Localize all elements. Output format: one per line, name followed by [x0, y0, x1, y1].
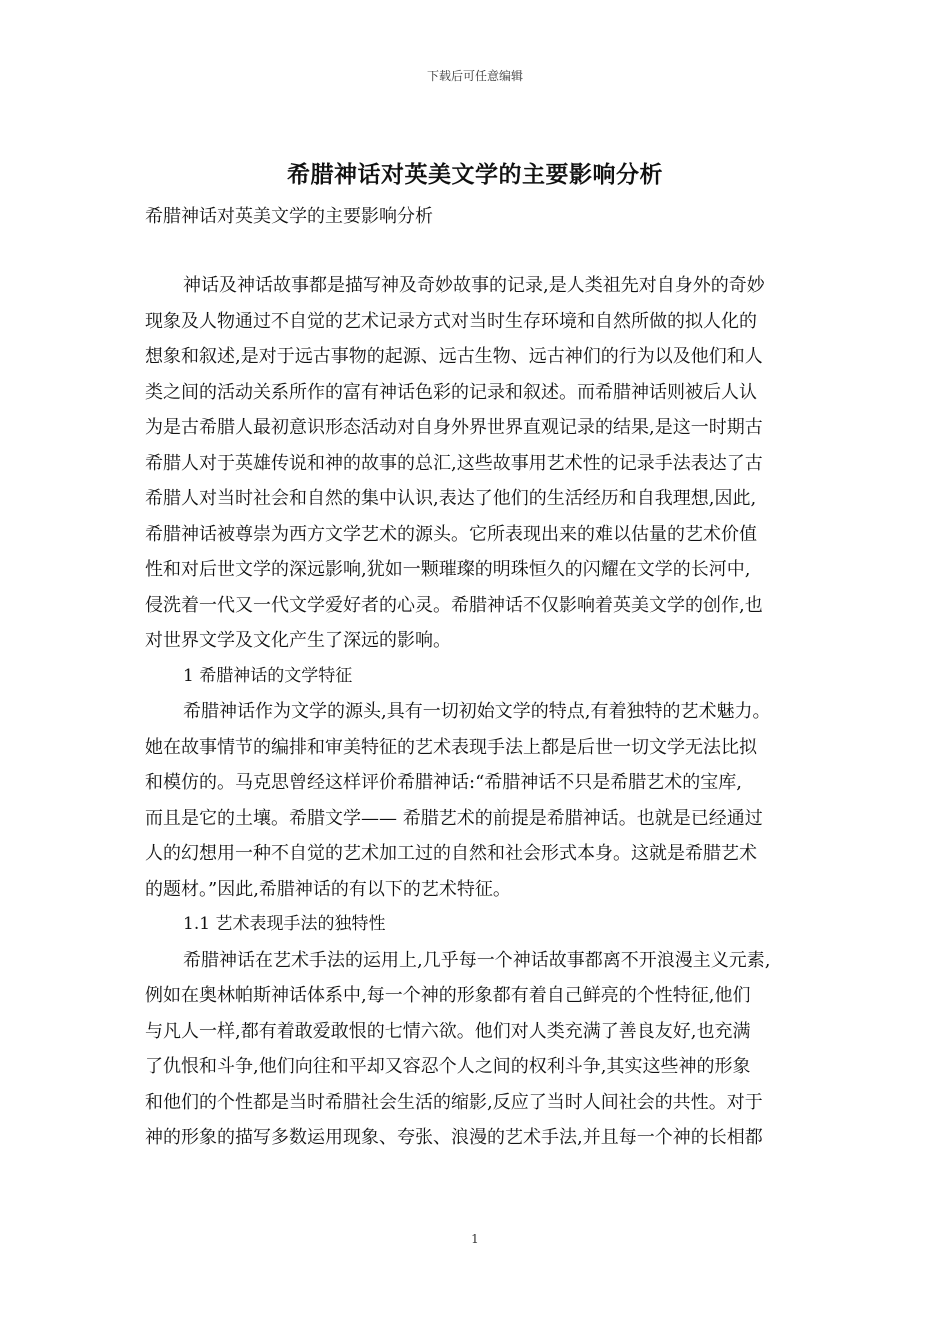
paragraph-line: 而且是它的土壤。希腊文学—— 希腊艺术的前提是希腊神话。也就是已经通过: [145, 807, 763, 829]
paragraph-line: 性和对后世文学的深远影响,犹如一颗璀璨的明珠恒久的闪耀在文学的长河中,: [145, 559, 751, 580]
document-title: 希腊神话对英美文学的主要影响分析: [287, 161, 663, 188]
paragraph-line: 和模仿的。马克思曾经这样评价希腊神话:“希腊神话不只是希腊艺术的宝库,: [145, 772, 742, 793]
paragraph-line: 希腊神话在艺术手法的运用上,几乎每一个神话故事都离不开浪漫主义元素,: [183, 949, 771, 971]
document-subtitle: 希腊神话对英美文学的主要影响分析: [145, 206, 433, 227]
paragraph-line: 类之间的活动关系所作的富有神话色彩的记录和叙述。而希腊神话则被后人认: [145, 381, 757, 403]
paragraph-line: 侵洗着一代又一代文学爱好者的心灵。希腊神话不仅影响着英美文学的创作,也: [145, 594, 763, 616]
paragraph-line: 对世界文学及文化产生了深远的影响。: [145, 630, 451, 651]
paragraph-line: 了仇恨和斗争,他们向往和平却又容忍个人之间的权利斗争,其实这些神的形象: [145, 1056, 751, 1077]
paragraph-line: 希腊人对于英雄传说和神的故事的总汇,这些故事用艺术性的记录手法表达了古: [145, 452, 763, 474]
paragraph-line: 的题材。”因此,希腊神话的有以下的艺术特征。: [145, 878, 511, 900]
paragraph-line: 希腊神话作为文学的源头,具有一切初始文学的特点,有着独特的艺术魅力。: [183, 701, 771, 722]
paragraph-line: 与凡人一样,都有着敢爱敢恨的七情六欲。他们对人类充满了善良友好,也充满: [145, 1020, 751, 1042]
paragraph-line: 例如在奥林帕斯神话体系中,每一个神的形象都有着自己鲜亮的个性特征,他们: [145, 985, 751, 1006]
paragraph-line: 希腊人对当时社会和自然的集中认识,表达了他们的生活经历和自我理想,因此,: [145, 488, 757, 509]
document-body: [145, 268, 813, 1156]
subsection-heading: 1.1 艺术表现手法的独特性: [183, 914, 386, 934]
paragraph-line: 和他们的个性都是当时希腊社会生活的缩影,反应了当时人间社会的共性。对于: [145, 1091, 763, 1113]
page-number: 1: [471, 1232, 479, 1246]
paragraph-line: 神的形象的描写多数运用现象、夸张、浪漫的艺术手法,并且每一个神的长相都: [145, 1127, 763, 1148]
paragraph-line: 希腊神话被尊崇为西方文学艺术的源头。它所表现出来的难以估量的艺术价值: [145, 523, 757, 545]
paragraph-line: 现象及人物通过不自觉的艺术记录方式对当时生存环境和自然所做的拟人化的: [145, 310, 757, 332]
paragraph-line: 为是古希腊人最初意识形态活动对自身外界世界直观记录的结果,是这一时期古: [145, 417, 763, 438]
paragraph-line: 她在故事情节的编排和审美特征的艺术表现手法上都是后世一切文学无法比拟: [145, 736, 757, 758]
header-note: 下载后可任意编辑: [426, 69, 523, 83]
section-heading: 1 希腊神话的文学特征: [183, 665, 353, 686]
paragraph-line: 想象和叙述,是对于远古事物的起源、远古生物、远古神们的行为以及他们和人: [145, 346, 763, 367]
paragraph-line: 人的幻想用一种不自觉的艺术加工过的自然和社会形式本身。这就是希腊艺术: [145, 843, 757, 864]
paragraph-line: 神话及神话故事都是描写神及奇妙故事的记录,是人类祖先对自身外的奇妙: [183, 275, 765, 296]
